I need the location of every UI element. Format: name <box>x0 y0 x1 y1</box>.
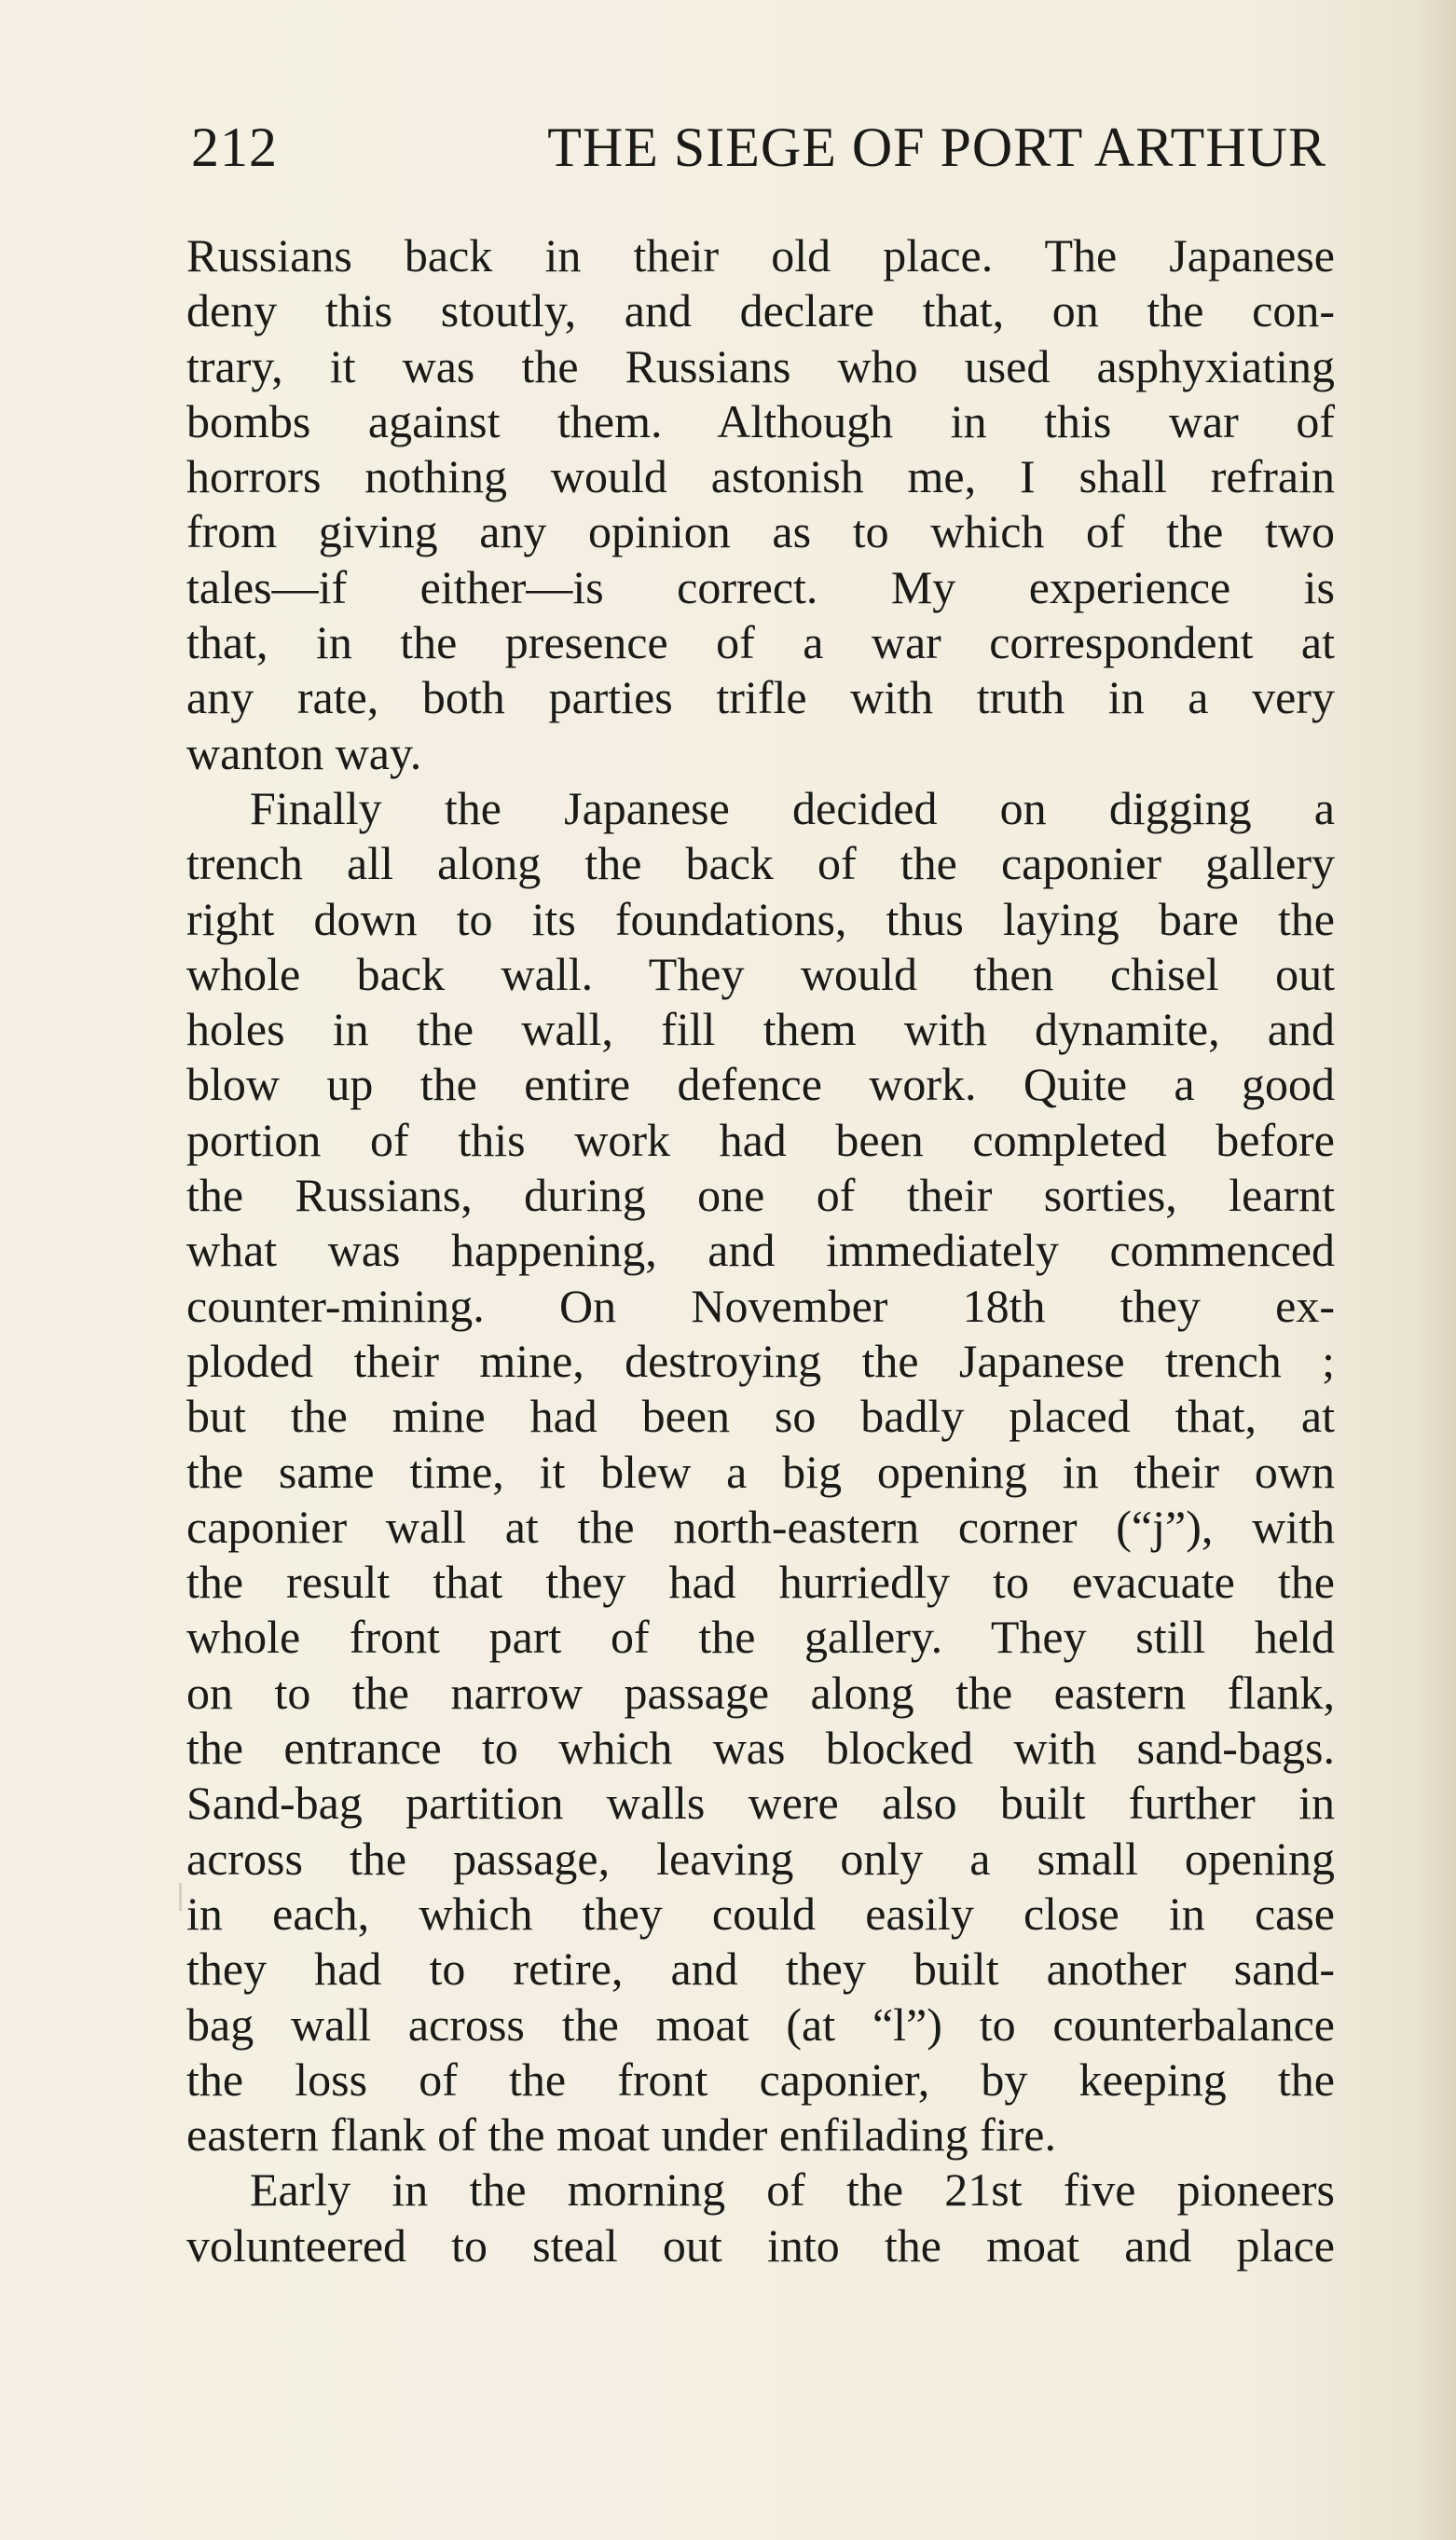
paragraph <box>186 781 1335 2162</box>
text-line: Sand-bag partition walls were also built further in <box>186 1777 1335 1830</box>
text-line: blow up the entire defence work. Quite a good <box>186 1058 1335 1111</box>
paragraph <box>186 2162 1335 2273</box>
text-line: portion of this work had been completed before <box>186 1113 1335 1166</box>
text-line: whole back wall. They would then chisel out <box>186 947 1335 1000</box>
paragraph <box>186 228 1335 781</box>
paper-mark <box>179 1883 182 1911</box>
text-line: the result that they had hurriedly to evacuate the <box>186 1556 1335 1609</box>
text-line: from giving any opinion as to which of the two <box>186 505 1335 558</box>
text-line: Finally the Japanese decided on digging a <box>250 781 1335 834</box>
text-line: the Russians, during one of their sorties, learnt <box>186 1169 1335 1222</box>
text-line: right down to its foundations, thus laying bare the <box>186 892 1335 945</box>
text-line: but the mine had been so badly placed that, at <box>186 1390 1335 1443</box>
text-line: counter-mining. On November 18th they ex- <box>186 1279 1335 1332</box>
text-line: what was happening, and immediately commenced <box>186 1224 1335 1277</box>
text-line: trench all along the back of the caponier gallery <box>186 837 1335 890</box>
text-line: Russians back in their old place. The Japanese <box>186 229 1335 281</box>
text-line: in each, which they could easily close in case <box>186 1887 1335 1940</box>
text-line: horrors nothing would astonish me, I shall refrain <box>186 450 1335 503</box>
page-number: 212 <box>191 117 278 178</box>
text-line: the same time, it blew a big opening in their own <box>186 1445 1335 1498</box>
text-line: ploded their mine, destroying the Japanese trench ; <box>186 1334 1335 1387</box>
text-line: on to the narrow passage along the eastern flank, <box>186 1666 1335 1719</box>
text-line: Early in the morning of the 21st five pioneers <box>250 2163 1335 2217</box>
text-line: that, in the presence of a war correspondent at <box>186 616 1335 669</box>
text-line: bombs against them. Although in this war of <box>186 394 1335 447</box>
text-line: the entrance to which was blocked with sand-bags. <box>186 1722 1335 1775</box>
text-line: eastern flank of the moat under enfilading fire. <box>186 2108 1056 2162</box>
text-line: trary, it was the Russians who used asphyxiating <box>186 339 1335 392</box>
text-line: tales—if either—is correct. My experience is <box>186 560 1335 613</box>
text-line: across the passage, leaving only a small opening <box>186 1832 1335 1885</box>
text-line: any rate, both parties trifle with truth in a very <box>186 671 1335 724</box>
running-title: THE SIEGE OF PORT ARTHUR <box>547 117 1326 178</box>
text-line: caponier wall at the north-eastern corner (“j”), with <box>186 1500 1335 1553</box>
text-line: whole front part of the gallery. They still held <box>186 1611 1335 1664</box>
body-text <box>186 228 1335 2273</box>
page-header <box>191 110 1326 185</box>
text-line: holes in the wall, fill them with dynamite, and <box>186 1003 1335 1056</box>
text-line: volunteered to steal out into the moat and place <box>186 2218 1335 2272</box>
text-line: deny this stoutly, and declare that, on the con- <box>186 284 1335 337</box>
text-line: they had to retire, and they built another sand- <box>186 1943 1335 1996</box>
text-line: the loss of the front caponier, by keeping the <box>186 2053 1335 2106</box>
text-line: wanton way. <box>186 726 422 779</box>
text-line: bag wall across the moat (at “l”) to counterbalance <box>186 1998 1335 2051</box>
